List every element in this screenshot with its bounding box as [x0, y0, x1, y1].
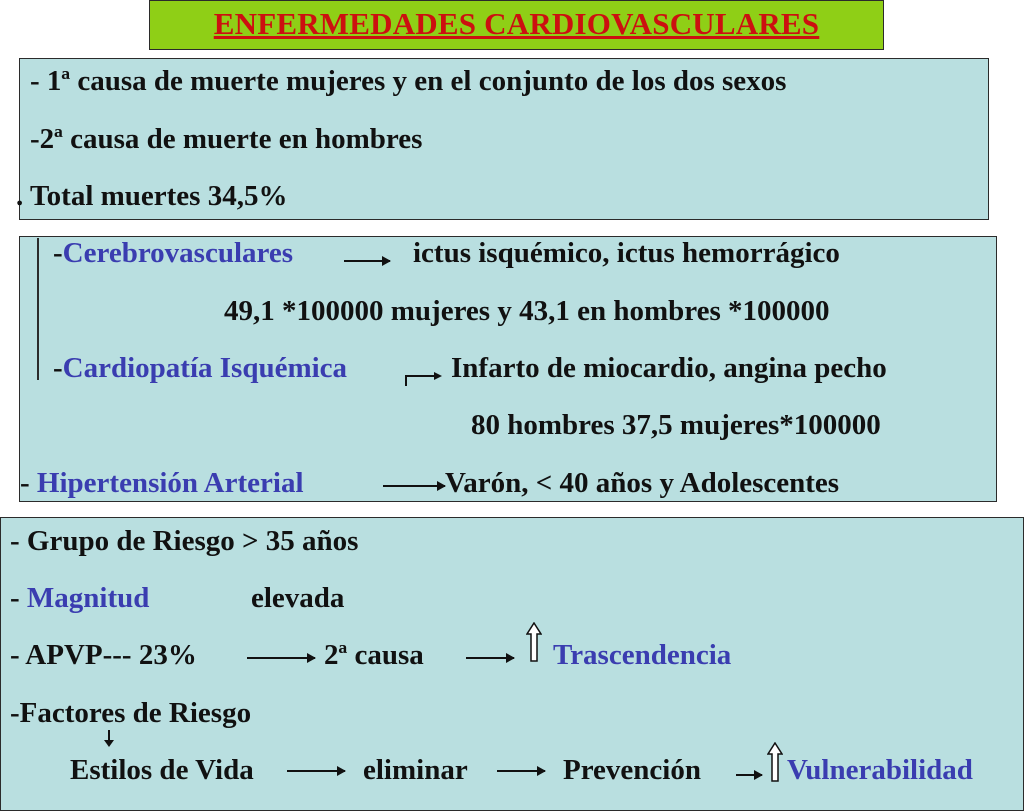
vulnerabilidad-label: Vulnerabilidad	[787, 754, 973, 786]
bracket-line	[37, 238, 39, 380]
apvp-causa: 2ª causa	[324, 639, 424, 671]
prevencion-text: Prevención	[563, 754, 701, 786]
summary-line-2: -2ª causa de muerte en hombres	[30, 123, 423, 155]
summary-line-1: - 1ª causa de muerte mujeres y en el conjunto de los dos sexos	[30, 65, 787, 97]
estilos-vida: Estilos de Vida	[70, 754, 254, 786]
arrow-right-icon	[344, 260, 390, 262]
arrow-up-icon	[767, 742, 783, 782]
eliminar-text: eliminar	[363, 754, 468, 786]
hta-line	[20, 466, 304, 500]
cerebro-label: Cerebrovasculares	[62, 237, 294, 269]
magnitud-value: elevada	[251, 582, 345, 614]
arrow-right-icon	[466, 657, 514, 659]
summary-line-3: . Total muertes 34,5%	[16, 180, 288, 212]
magnitud-label: Magnitud	[26, 582, 150, 614]
cerebro-prefix: -	[53, 237, 63, 269]
factores-riesgo: -Factores de Riesgo	[10, 697, 252, 729]
arrow-right-icon	[247, 657, 315, 659]
page-title: ENFERMEDADES CARDIOVASCULARES	[213, 6, 820, 41]
cardio-line	[53, 351, 347, 385]
cerebro-detail: ictus isquémico, ictus hemorrágico	[413, 237, 840, 269]
arrow-right-icon	[287, 770, 345, 772]
cardio-prefix: -	[53, 352, 63, 384]
title-banner	[149, 0, 884, 50]
grupo-riesgo: - Grupo de Riesgo > 35 años	[10, 525, 359, 557]
cardio-label: Cardiopatía Isquémica	[62, 352, 348, 384]
arrow-right-icon	[497, 770, 545, 772]
arrow-down-icon	[103, 730, 115, 748]
hta-detail: Varón, < 40 años y Adolescentes	[445, 467, 840, 499]
cerebro-rates: 49,1 *100000 mujeres y 43,1 en hombres *100000	[224, 295, 830, 327]
arrow-bent-icon	[404, 372, 416, 386]
arrow-up-icon	[526, 622, 542, 662]
cardio-detail: Infarto de miocardio, angina pecho	[451, 352, 887, 384]
trascendencia-label: Trascendencia	[553, 639, 732, 671]
apvp-text: - APVP--- 23%	[10, 639, 197, 671]
magnitud-prefix: -	[10, 582, 27, 614]
hta-prefix: -	[20, 467, 37, 499]
magnitud-line	[10, 581, 149, 615]
cerebro-line	[53, 236, 293, 270]
arrow-right-icon	[736, 774, 762, 776]
hta-label: Hipertensión Arterial	[36, 467, 304, 499]
cardio-rates: 80 hombres 37,5 mujeres*100000	[471, 409, 881, 441]
arrow-right-icon	[383, 485, 445, 487]
